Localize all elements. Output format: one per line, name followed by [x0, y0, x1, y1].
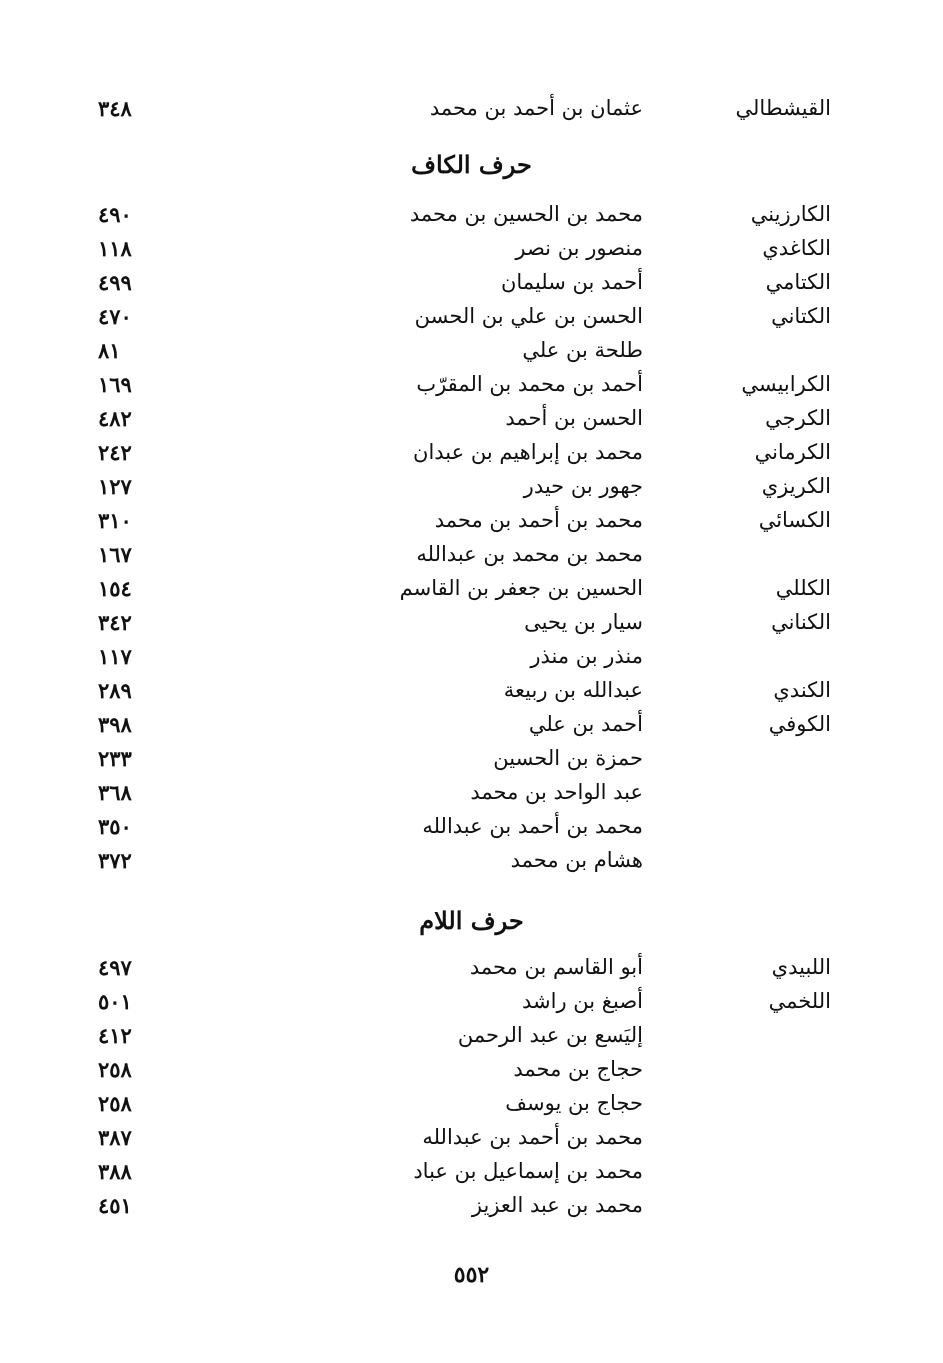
entry-page: ٣٤٨	[98, 96, 132, 121]
index-entry	[0, 678, 943, 712]
entry-page: ٢٨٩	[98, 678, 132, 703]
entry-name: عبدالله بن ربيعة	[503, 678, 643, 702]
entry-name: محمد بن عبد العزيز	[471, 1193, 643, 1217]
entry-page: ٤٩٠	[98, 202, 132, 227]
index-entry	[0, 989, 943, 1023]
index-entry	[0, 542, 943, 576]
index-entry	[0, 644, 943, 678]
entry-page: ٣٩٨	[98, 712, 132, 737]
entry-page: ٣١٠	[98, 508, 132, 533]
index-entry	[0, 96, 943, 130]
entry-page: ٤٨٢	[98, 406, 132, 431]
entry-nisba: اللبيدي	[771, 955, 831, 979]
entry-nisba: الكللي	[775, 576, 831, 600]
index-entry	[0, 610, 943, 644]
entry-page: ٢٣٣	[98, 746, 132, 771]
entry-name: حجاج بن يوسف	[505, 1091, 643, 1115]
entry-name: أبو القاسم بن محمد	[469, 955, 643, 979]
index-entry	[0, 780, 943, 814]
entry-nisba: الكتامي	[765, 270, 831, 294]
index-entry	[0, 1091, 943, 1125]
entry-nisba: الكوفي	[768, 712, 831, 736]
entry-name: طلحة بن علي	[522, 338, 643, 362]
entry-page: ٤٥١	[98, 1193, 132, 1218]
index-entry	[0, 1125, 943, 1159]
entry-page: ٢٥٨	[98, 1091, 132, 1116]
index-entry	[0, 236, 943, 270]
index-entry	[0, 304, 943, 338]
index-entry	[0, 746, 943, 780]
entry-page: ٢٤٢	[98, 440, 132, 465]
entry-name: حمزة بن الحسين	[493, 746, 643, 770]
entry-name: هشام بن محمد	[510, 848, 643, 872]
entry-page: ٨١	[98, 338, 121, 363]
entry-name: سيار بن يحيى	[524, 610, 643, 634]
index-entry	[0, 848, 943, 882]
index-entry	[0, 955, 943, 989]
index-entry	[0, 440, 943, 474]
entry-name: محمد بن الحسين بن محمد	[409, 202, 643, 226]
entry-nisba: الكاغدي	[762, 236, 831, 260]
index-entry	[0, 202, 943, 236]
entry-page: ٤١٢	[98, 1023, 132, 1048]
entry-name: أصبغ بن راشد	[522, 989, 643, 1013]
entry-name: جهور بن حيدر	[523, 474, 643, 498]
entry-name: عبد الواحد بن محمد	[470, 780, 643, 804]
entry-page: ١٦٧	[98, 542, 132, 567]
entry-nisba: الكسائي	[758, 508, 831, 532]
index-entry	[0, 576, 943, 610]
entry-page: ٥٠١	[98, 989, 132, 1014]
entry-nisba: الكارزيني	[750, 202, 831, 226]
entry-name: محمد بن إسماعيل بن عباد	[413, 1159, 643, 1183]
entry-name: محمد بن أحمد بن محمد	[434, 508, 643, 532]
entry-nisba: اللخمي	[768, 989, 831, 1013]
entry-page: ١٦٩	[98, 372, 132, 397]
index-entry	[0, 338, 943, 372]
index-entry	[0, 406, 943, 440]
entry-name: محمد بن أحمد بن عبدالله	[422, 1125, 643, 1149]
entry-page: ٣٨٧	[98, 1125, 132, 1150]
index-entry	[0, 474, 943, 508]
entry-name: الحسين بن جعفر بن القاسم	[399, 576, 643, 600]
index-entry	[0, 1193, 943, 1227]
entry-page: ٢٥٨	[98, 1057, 132, 1082]
entry-page: ٣٤٢	[98, 610, 132, 635]
entry-name: محمد بن إبراهيم بن عبدان	[413, 440, 643, 464]
entry-nisba: الكناني	[771, 610, 831, 634]
entry-name: أحمد بن علي	[528, 712, 643, 736]
entry-page: ١٥٤	[98, 576, 132, 601]
entry-page: ٣٧٢	[98, 848, 132, 873]
entry-name: حجاج بن محمد	[513, 1057, 643, 1081]
entry-nisba: الكريزي	[761, 474, 831, 498]
index-entry	[0, 1057, 943, 1091]
index-entry	[0, 270, 943, 304]
entry-nisba: القيشطالي	[735, 96, 831, 120]
entry-name: إليَسع بن عبد الرحمن	[457, 1023, 643, 1047]
section-title-lam: حرف اللام	[419, 906, 524, 935]
entry-page: ٤٩٩	[98, 270, 132, 295]
entry-page: ٤٧٠	[98, 304, 132, 329]
entry-nisba: الكرماني	[754, 440, 831, 464]
entry-page: ٣٥٠	[98, 814, 132, 839]
entry-name: أحمد بن سليمان	[500, 270, 643, 294]
entry-nisba: الكتاني	[771, 304, 831, 328]
index-entry	[0, 1159, 943, 1193]
entry-page: ١٢٧	[98, 474, 132, 499]
entry-name: أحمد بن محمد بن المقرّب	[416, 372, 643, 396]
entry-name: محمد بن أحمد بن عبدالله	[422, 814, 643, 838]
section-title-kaf: حرف الكاف	[411, 150, 532, 179]
entry-page: ١١٨	[98, 236, 132, 261]
index-entry	[0, 508, 943, 542]
index-entry	[0, 712, 943, 746]
index-entry	[0, 372, 943, 406]
index-entry	[0, 1023, 943, 1057]
entry-page: ١١٧	[98, 644, 132, 669]
index-entry	[0, 814, 943, 848]
entry-name: الحسن بن أحمد	[505, 406, 643, 430]
entry-name: الحسن بن علي بن الحسن	[414, 304, 643, 328]
entry-page: ٤٩٧	[98, 955, 132, 980]
entry-nisba: الكندي	[773, 678, 831, 702]
entry-nisba: الكرجي	[765, 406, 831, 430]
entry-name: عثمان بن أحمد بن محمد	[429, 96, 643, 120]
entry-name: محمد بن محمد بن عبدالله	[416, 542, 643, 566]
entry-page: ٣٨٨	[98, 1159, 132, 1184]
entry-name: منذر بن منذر	[530, 644, 643, 668]
page-number: ٥٥٢	[453, 1262, 490, 1288]
entry-name: منصور بن نصر	[515, 236, 643, 260]
entry-nisba: الكرابيسي	[741, 372, 831, 396]
entry-page: ٣٦٨	[98, 780, 132, 805]
